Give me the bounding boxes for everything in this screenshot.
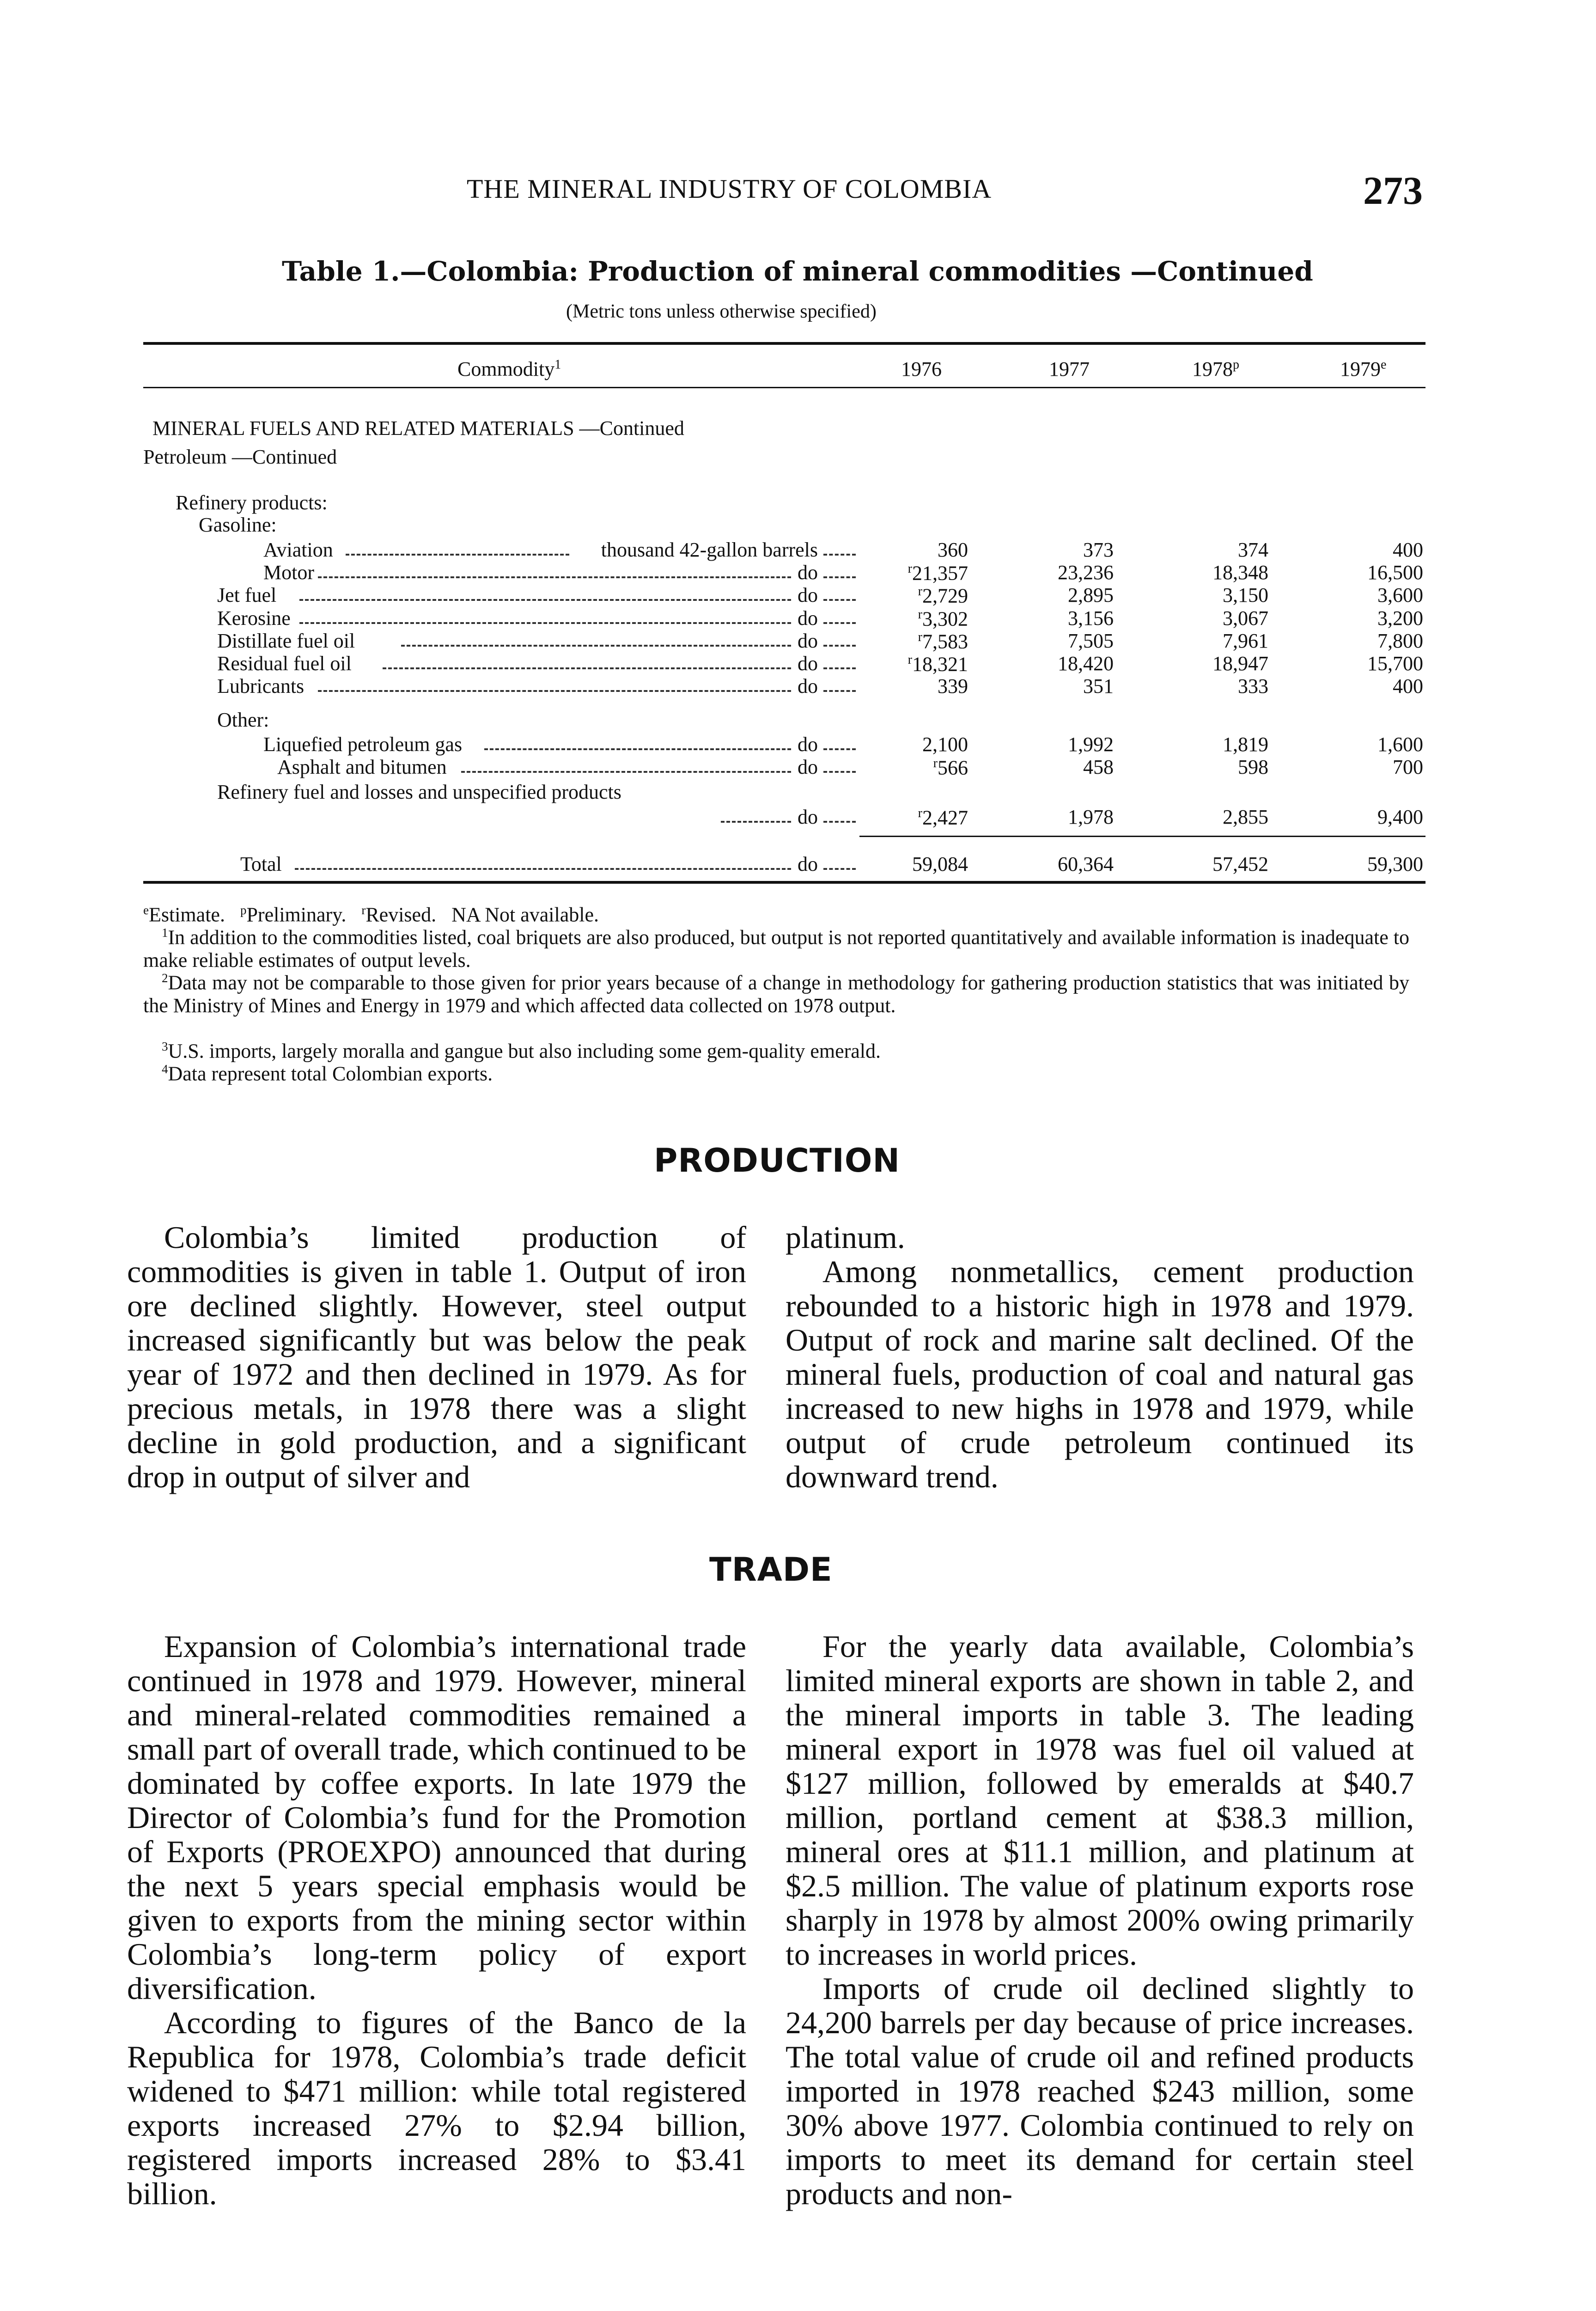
footnote-2: $^2$Data may not be comparable to those given for prior years because of a change in methodology for gathering production statistics that was initiated by the Ministry of Mines and Energy in 1979 and which affected data collected on 1978 output. [143, 971, 1409, 1017]
table-cell-value: 18,321 [912, 653, 968, 676]
production-paragraph-3: Among nonmetallics, cement production rebounded to a historic high in 1978 and 1979. Output of rock and marine salt declined. Of the mineral fuels, production of coal and natural gas increased to new highs in 1978 and 1979, while output of crude petroleum continued its downward trend. [786, 1254, 1414, 1494]
table-cell-value: 3,150 [1223, 584, 1268, 606]
table-bottom-rule [143, 881, 1425, 884]
table-cell-value: 566 [938, 756, 968, 779]
table-cell-value: 7,800 [1377, 630, 1423, 652]
table-cell [829, 585, 968, 606]
table-row-unit: do [798, 561, 818, 584]
production-left-column [127, 1220, 746, 1494]
table-cell-value: 373 [1083, 538, 1114, 561]
table-cell-value: 21,357 [912, 562, 968, 585]
table-cell [975, 734, 1114, 755]
table-cell [975, 585, 1114, 605]
trade-right-column [786, 1629, 1414, 2211]
table-row-unit: do [798, 607, 818, 630]
production-right-column [786, 1220, 1414, 1494]
table-cell [975, 562, 1114, 583]
col-header-1979: 1979e [1340, 357, 1387, 380]
table-subgroup-gasoline: Gasoline: [199, 514, 277, 536]
table-cell-value: 57,452 [1212, 853, 1268, 875]
col-header-1976: 1976 [901, 358, 942, 380]
table-cell-value: 351 [1083, 675, 1114, 697]
table-row-label: Aviation [263, 538, 333, 561]
leader-dots [721, 821, 791, 823]
trade-left-column [127, 1629, 746, 2211]
table-cell [975, 540, 1114, 560]
table-subtitle: (Metric tons unless otherwise specified) [566, 301, 877, 322]
footnote-1: $^1$In addition to the commodities listed, coal briquets are also produced, but output is not reported quantitatively and available information is inadequate to make reliable estimates of output levels. [143, 926, 1409, 972]
table-cell-value: 2,100 [922, 733, 968, 756]
total-rule [859, 836, 1425, 837]
leader-dots [401, 645, 791, 647]
page-number: 273 [1363, 168, 1423, 213]
table-cell [829, 807, 968, 828]
table-cell-value: 59,300 [1367, 853, 1423, 875]
table-cell-value: 23,236 [1058, 561, 1114, 584]
revised-mark: r [918, 607, 922, 622]
table-cell-value: 16,500 [1367, 561, 1423, 584]
table-cell [829, 757, 968, 778]
table-cell [975, 631, 1114, 651]
table-cell [1285, 676, 1423, 697]
table-cell [975, 676, 1114, 697]
table-cell-value: 7,961 [1223, 630, 1268, 652]
table-subsection-heading: Petroleum —Continued [143, 446, 337, 468]
table-cell [829, 854, 968, 874]
table-cell-value: 18,420 [1058, 652, 1114, 675]
table-cell [1130, 757, 1268, 777]
table-cell-value: 3,156 [1068, 607, 1114, 630]
table-cell [1285, 854, 1423, 874]
trade-heading: TRADE [709, 1551, 833, 1589]
table-cell [829, 562, 968, 584]
leader-dots [461, 771, 791, 773]
table-cell-value: 2,895 [1068, 584, 1114, 606]
table-section-heading: MINERAL FUELS AND RELATED MATERIALS —Continued [152, 417, 684, 440]
table-row-unit: do [798, 853, 818, 875]
table-cell-value: 9,400 [1377, 806, 1423, 828]
table-cell-value: 60,364 [1058, 853, 1114, 875]
leader-dots [383, 667, 791, 669]
table-row-unit: do [798, 756, 818, 778]
table-row-unit: do [798, 630, 818, 652]
table-cell [1130, 854, 1268, 874]
table-cell [1285, 654, 1423, 674]
table-cell [1130, 734, 1268, 755]
table-cell [1285, 757, 1423, 777]
table-row-label: Kerosine [217, 607, 291, 630]
revised-mark: r [908, 562, 912, 576]
trade-paragraph-4: Imports of crude oil declined slightly to 24,200 barrels per day because of price increases. The total value of crude oil and refined products imported in 1978 reached $243 million, some 30% above 1977. Colombia continued to rely on imports to meet its demand for certain steel products and non- [786, 1971, 1414, 2211]
table-cell-value: 2,855 [1223, 806, 1268, 828]
production-heading: PRODUCTION [654, 1142, 900, 1180]
table-title: Table 1.—Colombia: Production of mineral commodities —Continued [282, 256, 1313, 287]
table-row-unit: do [798, 806, 818, 828]
table-cell [829, 734, 968, 755]
table-cell [975, 757, 1114, 777]
table-cell-value: 1,819 [1223, 733, 1268, 756]
table-cell-value: 339 [938, 675, 968, 697]
table-cell [975, 807, 1114, 827]
table-cell-value: 360 [938, 538, 968, 561]
table-cell-value: 7,505 [1068, 630, 1114, 652]
table-cell [975, 608, 1114, 629]
table-cell [1130, 676, 1268, 697]
leader-dots [318, 576, 791, 578]
table-cell [829, 654, 968, 675]
table-cell-value: 7,583 [922, 630, 968, 653]
trade-paragraph-3: For the yearly data available, Colombia’s limited mineral exports are shown in table 2, and the mineral imports in table 3. The leading mineral export in 1978 was fuel oil valued at $127 million, followed by emeralds at $40.7 million, portland cement at $38.3 million, mineral ores at $11.1 million, and platinum at $2.5 million. The value of platinum exports rose sharply in 1978 by almost 200% owing primarily to increases in world prices. [786, 1629, 1414, 1972]
table-cell-value: 3,200 [1377, 607, 1423, 630]
table-row-unit: do [798, 675, 818, 697]
leader-dots [299, 599, 791, 601]
table-cell-value: 700 [1393, 756, 1423, 778]
col-header-1977: 1977 [1049, 358, 1090, 380]
table-cell-value: 374 [1238, 538, 1268, 561]
revised-mark: r [918, 584, 922, 599]
table-cell [1285, 540, 1423, 560]
footnote-4: $^4$Data represent total Colombian exports. [162, 1062, 493, 1085]
running-title: THE MINERAL INDUSTRY OF COLOMBIA [467, 174, 992, 204]
table-cell [829, 540, 968, 560]
production-paragraph-1: Colombia’s limited production of commodities is given in table 1. Output of iron ore declined slightly. However, steel output increased significantly but was below the peak year of 1972 and then declined in 1979. As for precious metals, in 1978 there was a slight decline in gold production, and a significant drop in output of silver and [127, 1220, 746, 1494]
table-cell [1130, 654, 1268, 674]
production-paragraph-2: platinum. [786, 1220, 905, 1255]
table-cell [1285, 562, 1423, 583]
table-header-rule [143, 387, 1425, 388]
table-cell [1130, 631, 1268, 651]
table-row-unit: do [798, 584, 818, 606]
table-cell [1285, 631, 1423, 651]
table-row-label: Total [240, 853, 282, 875]
table-cell [1285, 734, 1423, 755]
table-top-rule [143, 342, 1425, 345]
col-header-1978: 1978$^p$ [1192, 357, 1239, 380]
table-cell [975, 654, 1114, 674]
table-cell [1285, 585, 1423, 605]
footnote-3: $^3$U.S. imports, largely moralla and gangue but also including some gem-quality emerald. [162, 1039, 881, 1063]
table-row-label: Lubricants [217, 675, 305, 697]
table-cell-value: 1,978 [1068, 806, 1114, 828]
table-cell-value: 333 [1238, 675, 1268, 697]
table-row-unit: do [798, 652, 818, 675]
table-cell [1285, 608, 1423, 629]
table-row-label: Jet fuel [217, 584, 277, 606]
table-cell [829, 631, 968, 652]
table-cell [1130, 608, 1268, 629]
leader-dots [299, 622, 791, 624]
leader-dots [346, 554, 569, 556]
table-cell-value: 3,302 [922, 607, 968, 630]
table-cell [1285, 807, 1423, 827]
table-row-label: Residual fuel oil [217, 652, 352, 675]
trade-paragraph-1: Expansion of Colombia’s international trade continued in 1978 and 1979. However, mineral and mineral-related commodities remained a small part of overall trade, which continued to be dominated by coffee exports. In late 1979 the Director of Colombia’s fund for the Promotion of Exports (PROEXPO) announced that during the next 5 years special emphasis would be given to exports from the mining sector within Colombia’s long-term policy of export diversification. [127, 1629, 746, 2006]
table-cell-value: 18,348 [1212, 561, 1268, 584]
table-cell-value: 1,600 [1377, 733, 1423, 756]
table-cell [975, 854, 1114, 874]
revised-mark: r [918, 630, 922, 644]
footnote-legend: $^e$Estimate. $^p$Preliminary. $^r$Revised. NA Not available. [143, 903, 599, 926]
table-cell-value: 2,427 [922, 806, 968, 829]
table-cell-value: 2,729 [922, 584, 968, 607]
table-cell-value: 400 [1393, 675, 1423, 697]
table-group-refinery: Refinery products: [176, 491, 328, 514]
revised-mark: r [908, 653, 912, 667]
table-row-label: Liquefied petroleum gas [263, 733, 463, 756]
table-cell-value: 1,992 [1068, 733, 1114, 756]
revised-mark: r [918, 806, 922, 820]
table-cell-value: 3,600 [1377, 584, 1423, 606]
table-cell [829, 608, 968, 630]
leader-dots [484, 748, 791, 750]
table-cell-value: 18,947 [1212, 652, 1268, 675]
leader-dots [295, 868, 791, 870]
table-cell-value: 598 [1238, 756, 1268, 778]
table-row-label: Asphalt and bitumen [277, 756, 447, 778]
table-cell-value: 59,084 [912, 853, 968, 875]
trade-paragraph-2: According to figures of the Banco de la Republica for 1978, Colombia’s trade deficit widened to $471 million: while total registered exports increased 27% to $2.94 billion, registered imports increased 28% to $3.41 billion. [127, 2005, 746, 2211]
table-row-label: Distillate fuel oil [217, 630, 355, 652]
table-cell-value: 400 [1393, 538, 1423, 561]
table-row-label: Motor [263, 561, 314, 584]
table-cell [829, 676, 968, 697]
revised-mark: r [933, 756, 938, 770]
table-cell-value: 15,700 [1367, 652, 1423, 675]
table-cell [1130, 807, 1268, 827]
col-header-commodity: Commodity$^1$ [457, 357, 561, 380]
table-cell-value: 458 [1083, 756, 1114, 778]
table-cell [1130, 540, 1268, 560]
table-row-label: Refinery fuel and losses and unspecified products [217, 781, 621, 803]
leader-dots [318, 690, 791, 692]
table-row-unit: thousand 42-gallon barrels [601, 538, 818, 561]
table-subgroup-other: Other: [217, 709, 269, 731]
table-cell [1130, 585, 1268, 605]
table-cell [1130, 562, 1268, 583]
table-cell-value: 3,067 [1223, 607, 1268, 630]
table-row-unit: do [798, 733, 818, 756]
